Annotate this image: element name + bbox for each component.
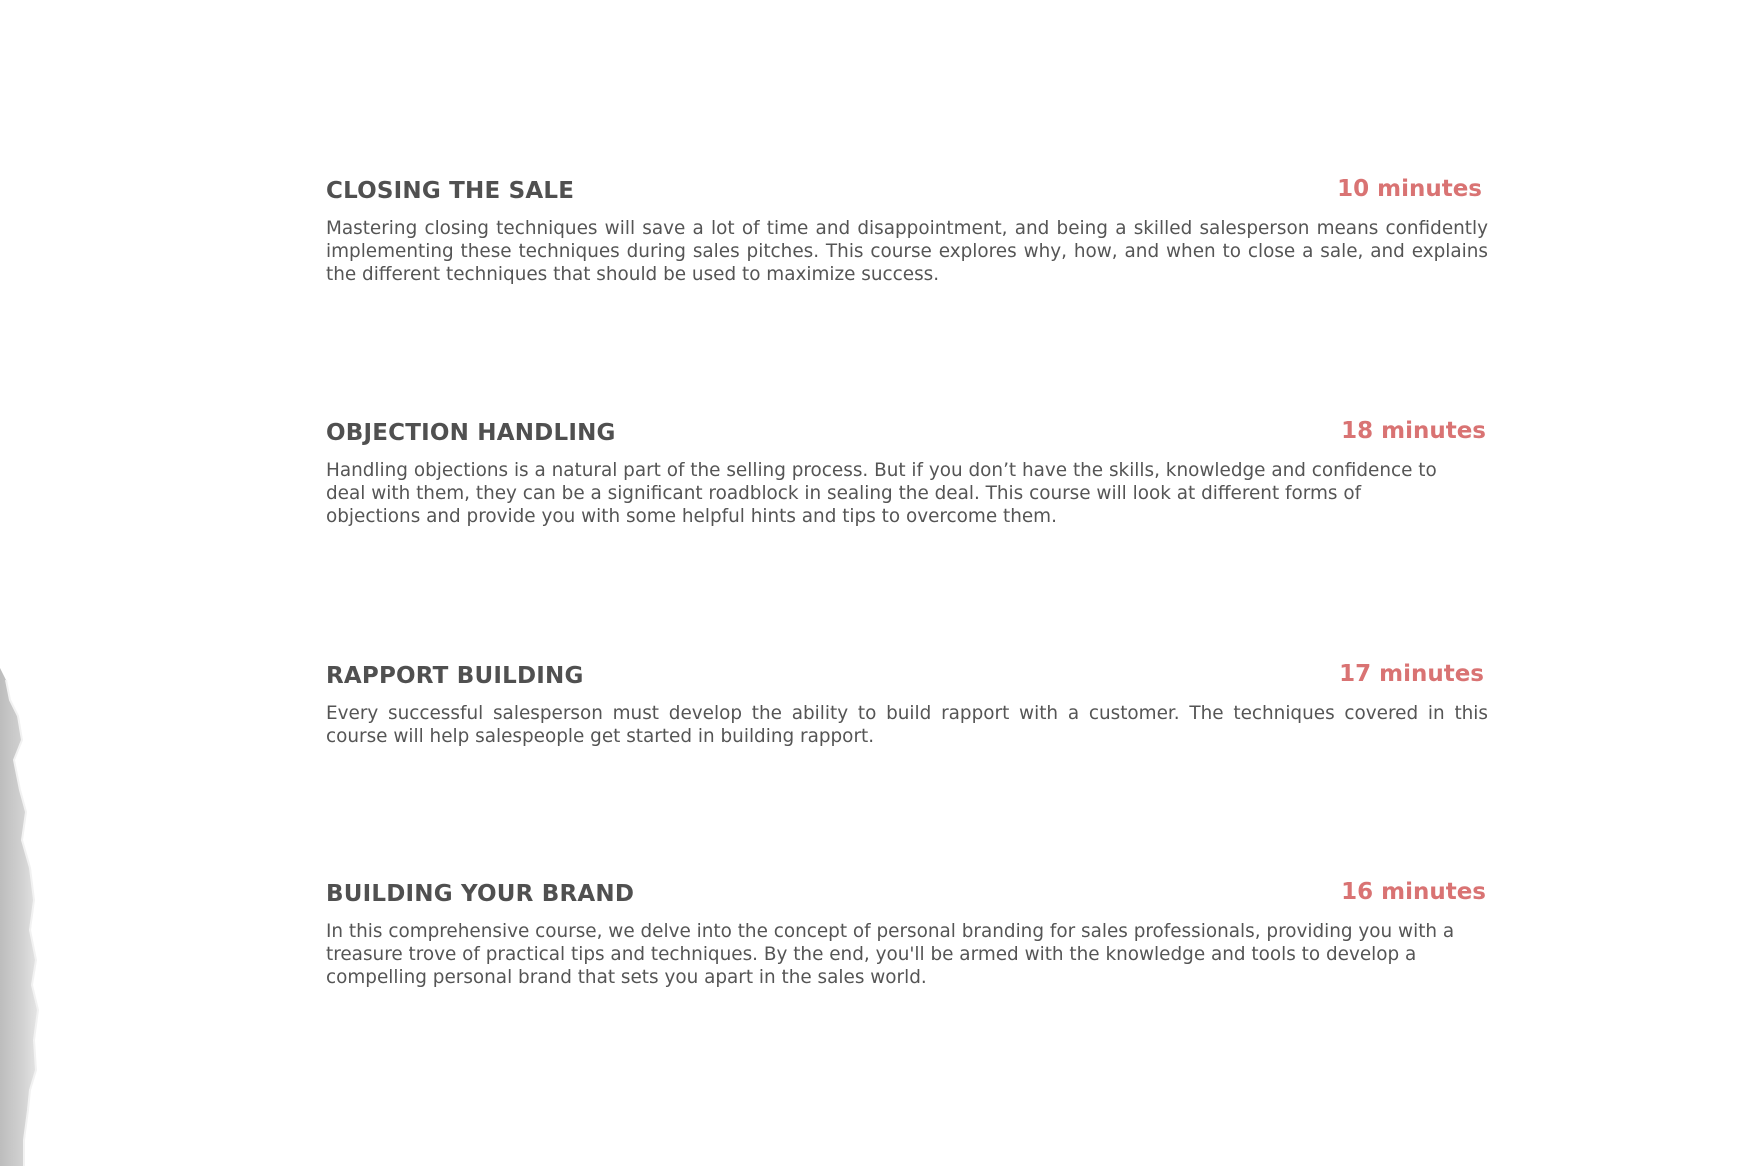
course-title: CLOSING THE SALE bbox=[326, 178, 575, 204]
torn-paper-edge bbox=[0, 0, 60, 1166]
course-title: BUILDING YOUR BRAND bbox=[326, 881, 635, 907]
course-description: Mastering closing techniques will save a lot of time and disappointment, and being a skilled salesperson means confidently implementing these techniques during sales pitches. This course explores why, how, and when to close a sale, and explains the different techniques that should be used to maximize success. bbox=[326, 218, 1488, 285]
course-title: RAPPORT BUILDING bbox=[326, 663, 584, 689]
course-duration: 18 minutes bbox=[1341, 418, 1486, 444]
course-title: OBJECTION HANDLING bbox=[326, 420, 616, 446]
course-duration: 16 minutes bbox=[1341, 879, 1486, 905]
course-description: Every successful salesperson must develop the ability to build rapport with a customer. The techniques covered in this course will help salespeople get started in building rapport. bbox=[326, 703, 1488, 747]
course-description: In this comprehensive course, we delve into the concept of personal branding for sales professionals, providing you with a treasure trove of practical tips and techniques. By the end, you'll be armed with the knowledge and tools to develop a compelling personal brand that sets you apart in the sales world. bbox=[326, 921, 1455, 988]
course-duration: 10 minutes bbox=[1337, 176, 1482, 202]
course-duration: 17 minutes bbox=[1339, 661, 1484, 687]
course-description: Handling objections is a natural part of the selling process. But if you don’t have the skills, knowledge and confidence to deal with them, they can be a significant roadblock in sealing the deal. This course will look at different forms of objections and provide you with some helpful hints and tips to overcome them. bbox=[326, 460, 1437, 527]
